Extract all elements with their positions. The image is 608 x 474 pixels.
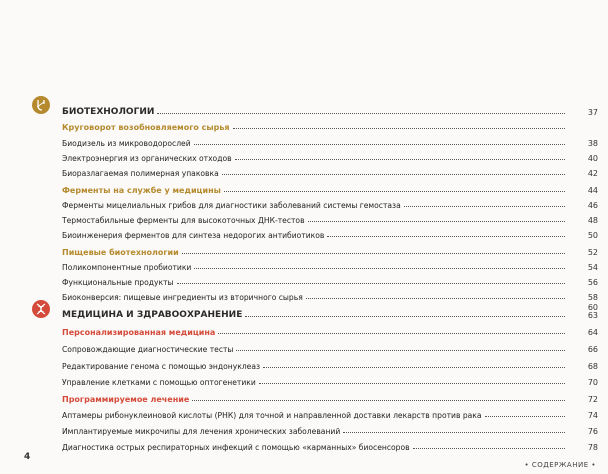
page-number: 74 (587, 411, 598, 420)
page-number: 64 (587, 328, 598, 337)
dna-lab-icon (32, 96, 50, 114)
group-row[interactable] (62, 390, 598, 404)
group-row[interactable] (62, 243, 598, 257)
item-label: Термостабильные ферменты для высокоточных ДНК-тестов (62, 216, 305, 225)
item-label: Биоразлагаемая полимерная упаковка (62, 169, 219, 178)
section-title-medicine: МЕДИЦИНА И ЗДРАВООХРАНЕНИЕ (62, 310, 243, 320)
page-number: 46 (587, 201, 598, 210)
item-label: Функциональные продукты (62, 278, 174, 287)
toc-item[interactable] (62, 422, 598, 436)
leader-dots (192, 399, 565, 401)
leader-dots (235, 158, 565, 160)
item-label: Имплантируемые микрочипы для лечения хронических заболеваний (62, 427, 341, 436)
item-label: Биодизель из микроводорослей (62, 139, 191, 148)
leader-dots (404, 205, 565, 207)
group-row[interactable] (62, 118, 568, 132)
page-number: 42 (587, 169, 598, 178)
leader-dots (182, 252, 565, 254)
toc-item[interactable] (62, 406, 598, 420)
group-title: Пищевые биотехнологии (62, 248, 179, 257)
toc-item[interactable] (62, 258, 598, 272)
page-number: 48 (587, 216, 598, 225)
group-title: Персонализированная медицина (62, 328, 216, 337)
item-label: Биоинженерия ферментов для синтеза недорогих антибиотиков (62, 231, 325, 240)
leader-dots (306, 297, 565, 299)
toc-item[interactable] (62, 211, 598, 225)
page-number: 40 (587, 154, 598, 163)
item-label: Диагностика острых респираторных инфекций с помощью «карманных» биосенсоров (62, 443, 410, 452)
page-number: 78 (587, 443, 598, 452)
page-number: 72 (587, 395, 598, 404)
page-number-footer: 4 (24, 452, 31, 462)
page-number: 38 (587, 139, 598, 148)
page-number: 70 (587, 378, 598, 387)
leader-dots (194, 143, 565, 145)
toc-item[interactable] (62, 288, 598, 302)
leader-dots (177, 282, 565, 284)
section-title-biotech: БИОТЕХНОЛОГИИ (62, 107, 155, 117)
leader-dots (327, 235, 565, 237)
leader-dots (308, 220, 565, 222)
leader-dots (222, 173, 565, 175)
page-number: 76 (587, 427, 598, 436)
leader-dots (245, 315, 565, 317)
group-row[interactable] (62, 323, 598, 337)
page-number: 68 (587, 362, 598, 371)
toc-item[interactable] (62, 164, 598, 178)
group-title: Программируемое лечение (62, 395, 190, 404)
leader-dots (218, 332, 565, 334)
leader-dots (224, 190, 565, 192)
toc-item[interactable] (62, 357, 598, 371)
leader-dots (236, 349, 565, 351)
item-label: Сопровождающие диагностические тесты (62, 345, 234, 354)
page-number: 58 (587, 293, 598, 302)
item-label: Поликомпонентные пробиотики (62, 263, 192, 272)
item-label: Управление клетками с помощью оптогенетики (62, 378, 256, 387)
toc-item[interactable] (62, 134, 598, 148)
leader-dots (194, 267, 565, 269)
toc-item[interactable] (62, 340, 598, 354)
item-label: Электроэнергия из органических отходов (62, 154, 232, 163)
toc-item[interactable] (62, 196, 598, 210)
page-number: 37 (587, 108, 598, 117)
page-number: 54 (587, 263, 598, 272)
item-label: Ферменты мицелиальных грибов для диагностики заболеваний системы гемостаза (62, 201, 401, 210)
leader-dots (263, 366, 565, 368)
item-label: Биоконверсия: пищевые ингредиенты из вторичного сырья (62, 293, 303, 302)
page-number: 52 (587, 248, 598, 257)
toc-item[interactable] (62, 438, 598, 452)
page-number: 66 (587, 345, 598, 354)
toc-item[interactable] (62, 226, 598, 240)
leader-dots (157, 112, 565, 114)
leader-dots (485, 415, 565, 417)
item-label: Редактирование генома с помощью эндонуклеаз (62, 362, 261, 371)
toc-item[interactable] (62, 149, 598, 163)
group-title: Круговорот возобновляемого сырья (62, 123, 230, 132)
leader-dots (259, 382, 565, 384)
leader-dots (413, 447, 565, 449)
page-number: 60 (587, 303, 598, 312)
page-number: 44 (587, 186, 598, 195)
contents-nav-link[interactable]: • СОДЕРЖАНИЕ • (524, 461, 596, 469)
group-title: Ферменты на службе у медицины (62, 186, 221, 195)
page-number: 63 (587, 311, 598, 320)
page-number: 56 (587, 278, 598, 287)
section-row-biotech[interactable] (62, 103, 598, 117)
toc-item[interactable] (62, 273, 598, 287)
group-row[interactable] (62, 181, 598, 195)
leader-dots (343, 431, 565, 433)
dna-helix-icon (32, 300, 50, 318)
page-number: 50 (587, 231, 598, 240)
toc-item[interactable] (62, 373, 598, 387)
leader-dots (233, 127, 565, 129)
item-label: Аптамеры рибонуклеиновой кислоты (РНК) для точной и направленной доставки лекарств против рака (62, 411, 482, 420)
